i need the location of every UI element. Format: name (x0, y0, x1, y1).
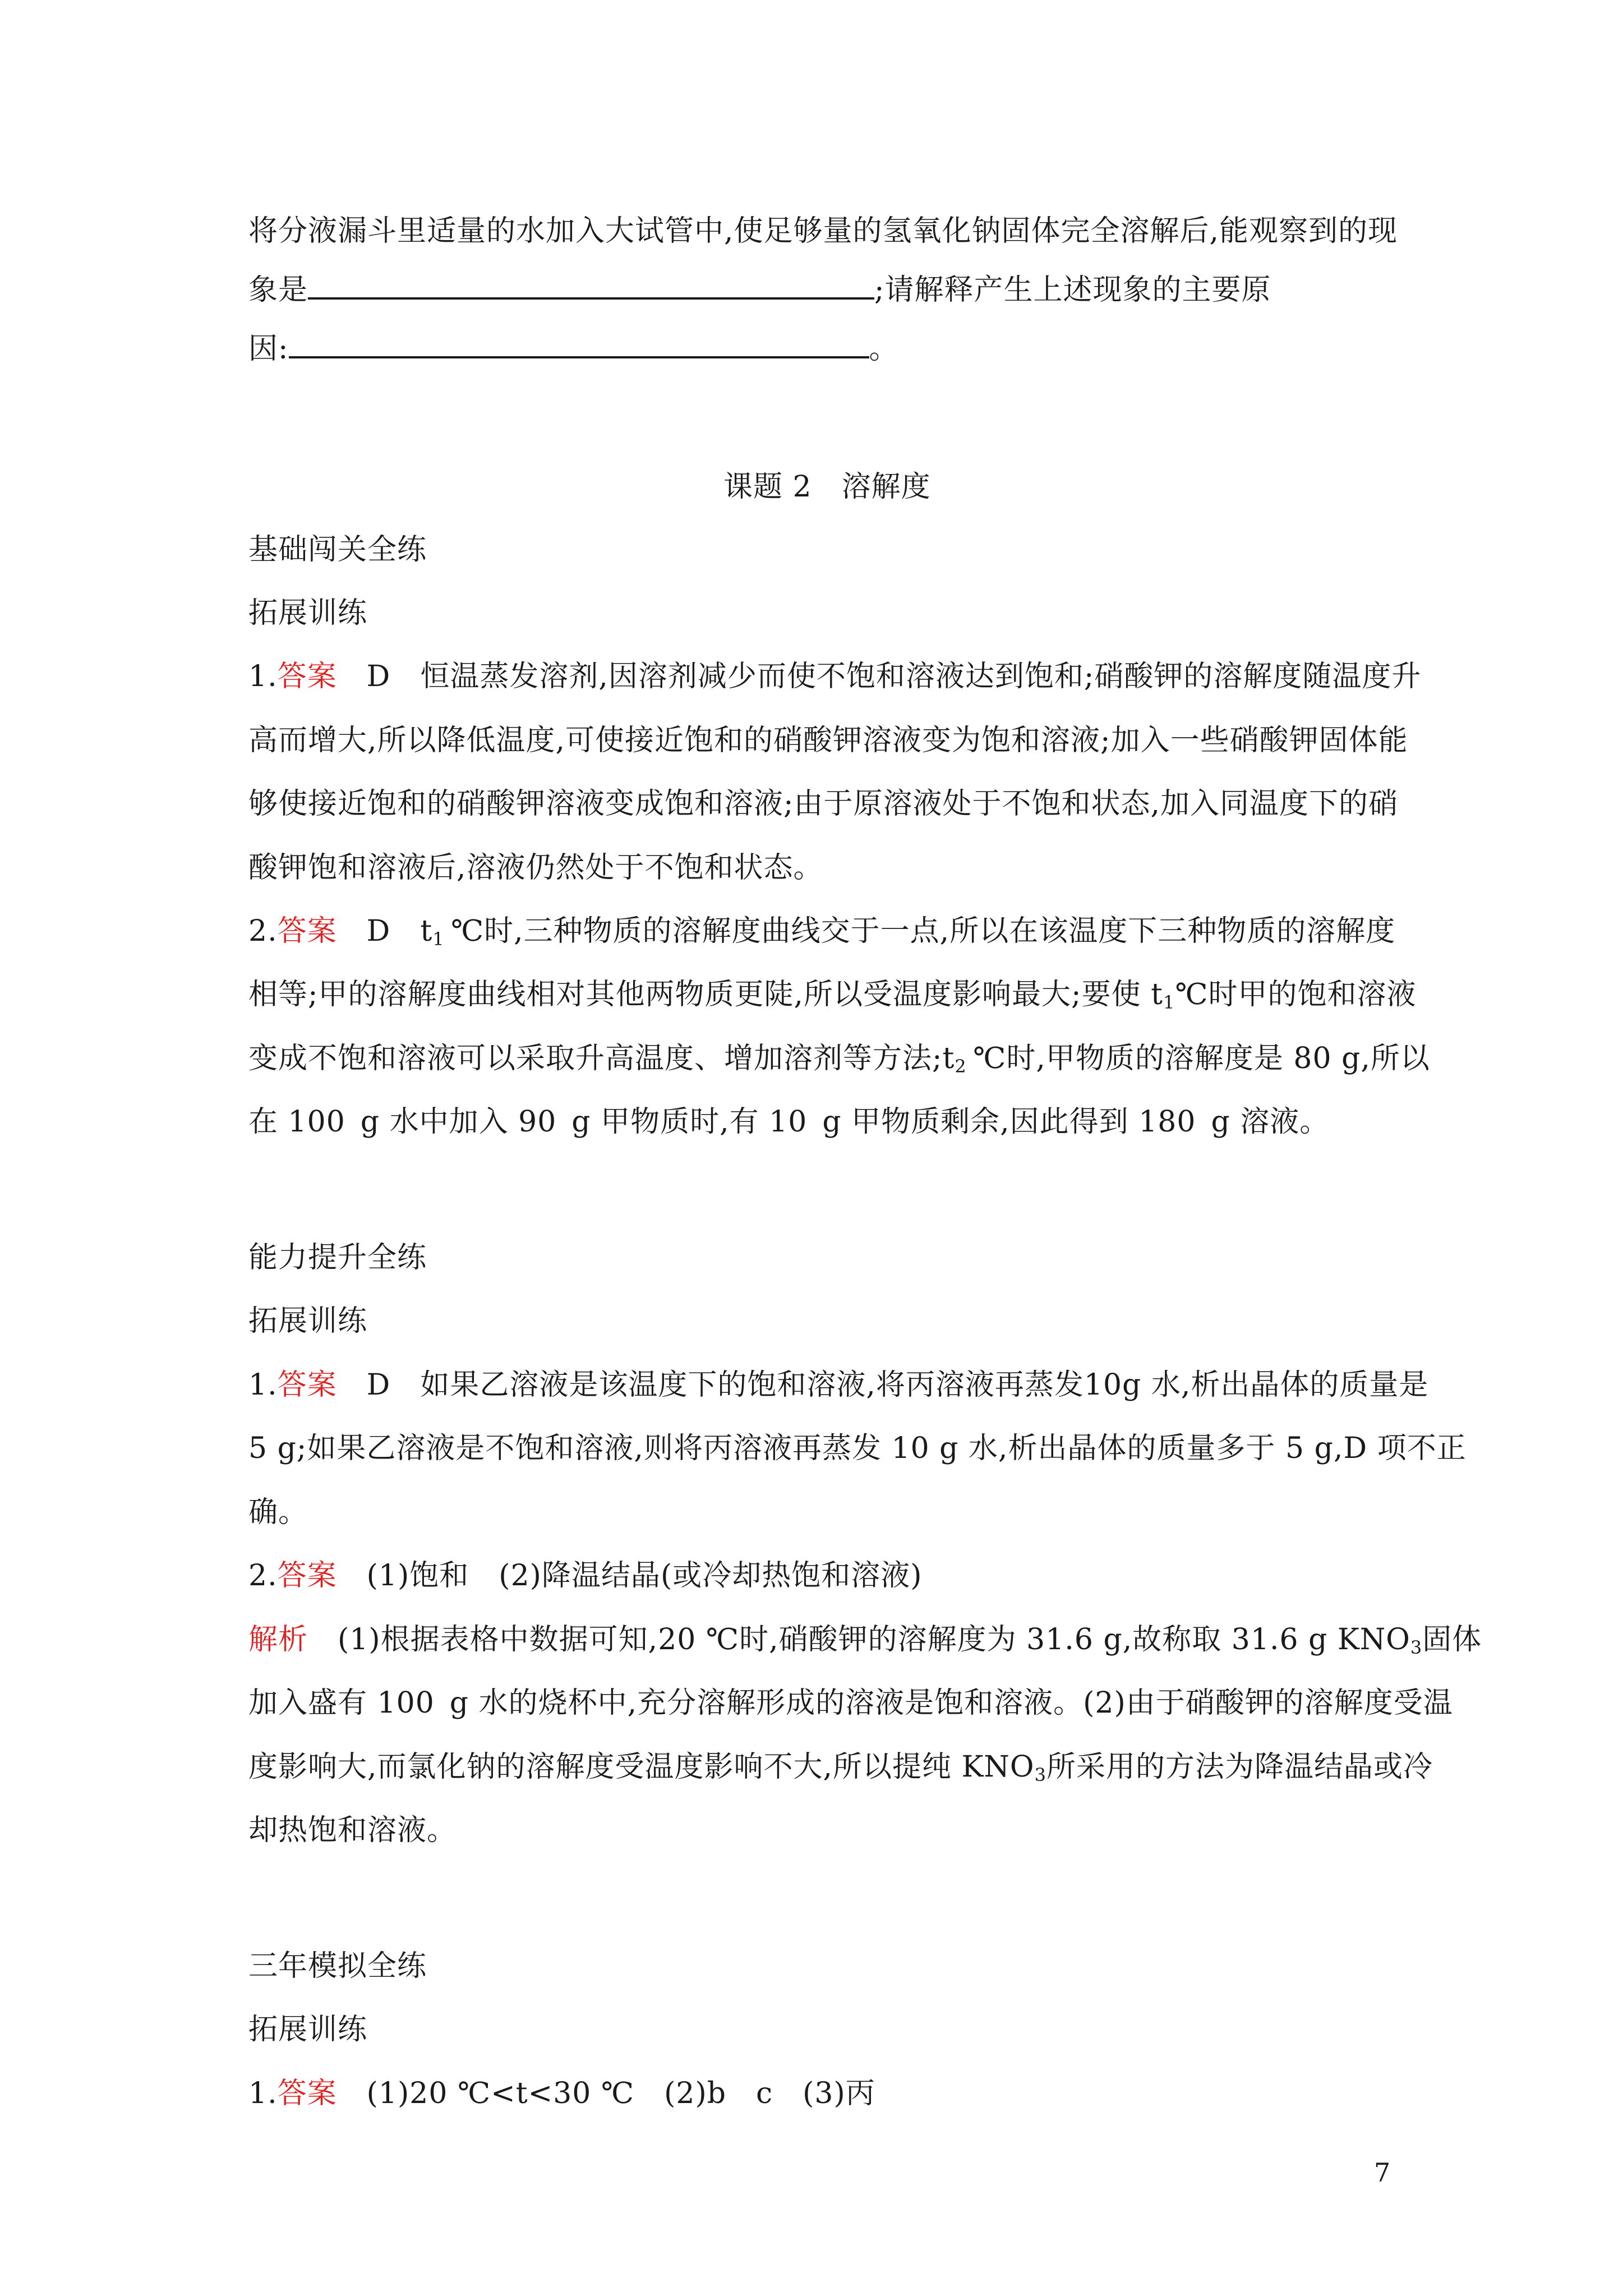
basic-q2-line-2 (248, 978, 1417, 1019)
answer-text: 相等;甲的溶解度曲线相对其他两物质更陡,所以受温度影响最大;要使 t (248, 978, 1163, 1011)
answer-text: ℃时甲的饱和溶液 (1175, 978, 1417, 1011)
basic-q1-line-3: 够使接近饱和的硝酸钾溶液变成饱和溶液;由于原溶液处于不饱和状态,加入同温度下的硝 (248, 787, 1399, 821)
answer-blank-1[interactable] (308, 273, 874, 300)
ability-q2-line-1 (248, 1559, 1393, 1593)
question-number: 1. (248, 660, 278, 693)
three-year-q1-line-1 (248, 2077, 1393, 2110)
ability-q2-analysis-line-1 (248, 1623, 1482, 1664)
subscript: 3 (1410, 1637, 1423, 1658)
question-number: 1. (248, 2077, 278, 2110)
subscript: 3 (1034, 1764, 1046, 1786)
section-subtitle-basic: 拓展训练 (248, 596, 368, 630)
section-subtitle-three-year: 拓展训练 (248, 2013, 368, 2046)
section-subtitle-ability: 拓展训练 (248, 1304, 368, 1338)
section-title-basic: 基础闯关全练 (248, 533, 427, 567)
section-title-ability: 能力提升全练 (248, 1241, 427, 1274)
basic-q2-line-3 (248, 1042, 1430, 1083)
answer-label: 答案 (277, 660, 337, 693)
basic-q1-line-4: 酸钾饱和溶液后,溶液仍然处于不饱和状态。 (248, 851, 823, 885)
ability-q2-analysis-line-2: 加入盛有 100 g 水的烧杯中,充分溶解形成的溶液是饱和溶液。(2)由于硝酸钾的溶解度受温 (248, 1686, 1453, 1720)
analysis-text: 固体 (1422, 1623, 1482, 1657)
basic-q2-line-4: 在 100 g 水中加入 90 g 甲物质时,有 10 g 甲物质剩余,因此得到 180 g 溶液。 (248, 1105, 1330, 1139)
basic-q1-line-1 (248, 660, 1422, 693)
answer-text: ℃时,甲物质的溶解度是 80 g,所以 (966, 1042, 1430, 1075)
question-number: 1. (248, 1368, 278, 1402)
page-number: 7 (1374, 2157, 1391, 2188)
basic-q1-line-2: 高而增大,所以降低温度,可使接近饱和的硝酸钾溶液变为饱和溶液;加入一些硝酸钾固体能 (248, 724, 1408, 757)
ability-q2-analysis-line-4: 却热饱和溶液。 (248, 1814, 457, 1847)
ability-q2-analysis-line-3 (248, 1750, 1433, 1792)
answer-text: 变成不饱和溶液可以采取升高温度、增加溶剂等方法;t (248, 1042, 955, 1075)
answer-label: 答案 (277, 914, 337, 948)
intro-line-3 (248, 332, 1393, 366)
subscript: 1 (1163, 992, 1175, 1013)
subscript: 1 (432, 928, 445, 950)
answer-text: (1)20 ℃<t<30 ℃ (2)b c (3)丙 (336, 2077, 875, 2110)
answer-text: D t (336, 914, 433, 948)
ability-q1-line-2: 5 g;如果乙溶液是不饱和溶液,则将丙溶液再蒸发 10 g 水,析出晶体的质量多于 5 g,D 项不正 (248, 1432, 1467, 1465)
answer-label: 答案 (277, 2077, 337, 2110)
answer-blank-2[interactable] (289, 332, 869, 358)
analysis-label: 解析 (248, 1623, 308, 1657)
answer-label: 答案 (277, 1368, 337, 1402)
answer-text: D 如果乙溶液是该温度下的饱和溶液,将丙溶液再蒸发10g 水,析出晶体的质量是 (336, 1368, 1429, 1402)
ability-q1-line-1 (248, 1368, 1429, 1402)
analysis-text: (1)根据表格中数据可知,20 ℃时,硝酸钾的溶解度为 31.6 g,故称取 31.6 g KNO (308, 1623, 1410, 1657)
answer-label: 答案 (277, 1559, 337, 1593)
analysis-text: 所采用的方法为降温结晶或冷 (1046, 1750, 1433, 1784)
lesson-title: 课题 2 溶解度 (723, 470, 931, 504)
ability-q1-line-3: 确。 (248, 1496, 308, 1529)
question-number: 2. (248, 1559, 278, 1593)
section-title-three-year: 三年模拟全练 (248, 1949, 427, 1983)
answer-text: D 恒温蒸发溶剂,因溶剂减少而使不饱和溶液达到饱和;硝酸钾的溶解度随温度升 (336, 660, 1422, 693)
intro-line-1: 将分液漏斗里适量的水加入大试管中,使足够量的氢氧化钠固体完全溶解后,能观察到的现 (248, 214, 1398, 248)
answer-text: ℃时,三种物质的溶解度曲线交于一点,所以在该温度下三种物质的溶解度 (444, 914, 1396, 948)
subscript: 2 (955, 1056, 967, 1077)
basic-q2-line-1 (248, 914, 1396, 956)
intro-line-2-suffix: ;请解释产生上述现象的主要原 (874, 273, 1271, 307)
intro-line-3-prefix: 因: (248, 332, 289, 366)
question-number: 2. (248, 914, 278, 948)
analysis-text: 度影响大,而氯化钠的溶解度受温度影响不大,所以提纯 KNO (248, 1750, 1035, 1784)
intro-line-2-prefix: 象是 (248, 273, 308, 307)
intro-line-2 (248, 273, 1393, 307)
intro-line-3-suffix: 。 (869, 332, 899, 366)
answer-text: (1)饱和 (2)降温结晶(或冷却热饱和溶液) (336, 1559, 923, 1593)
